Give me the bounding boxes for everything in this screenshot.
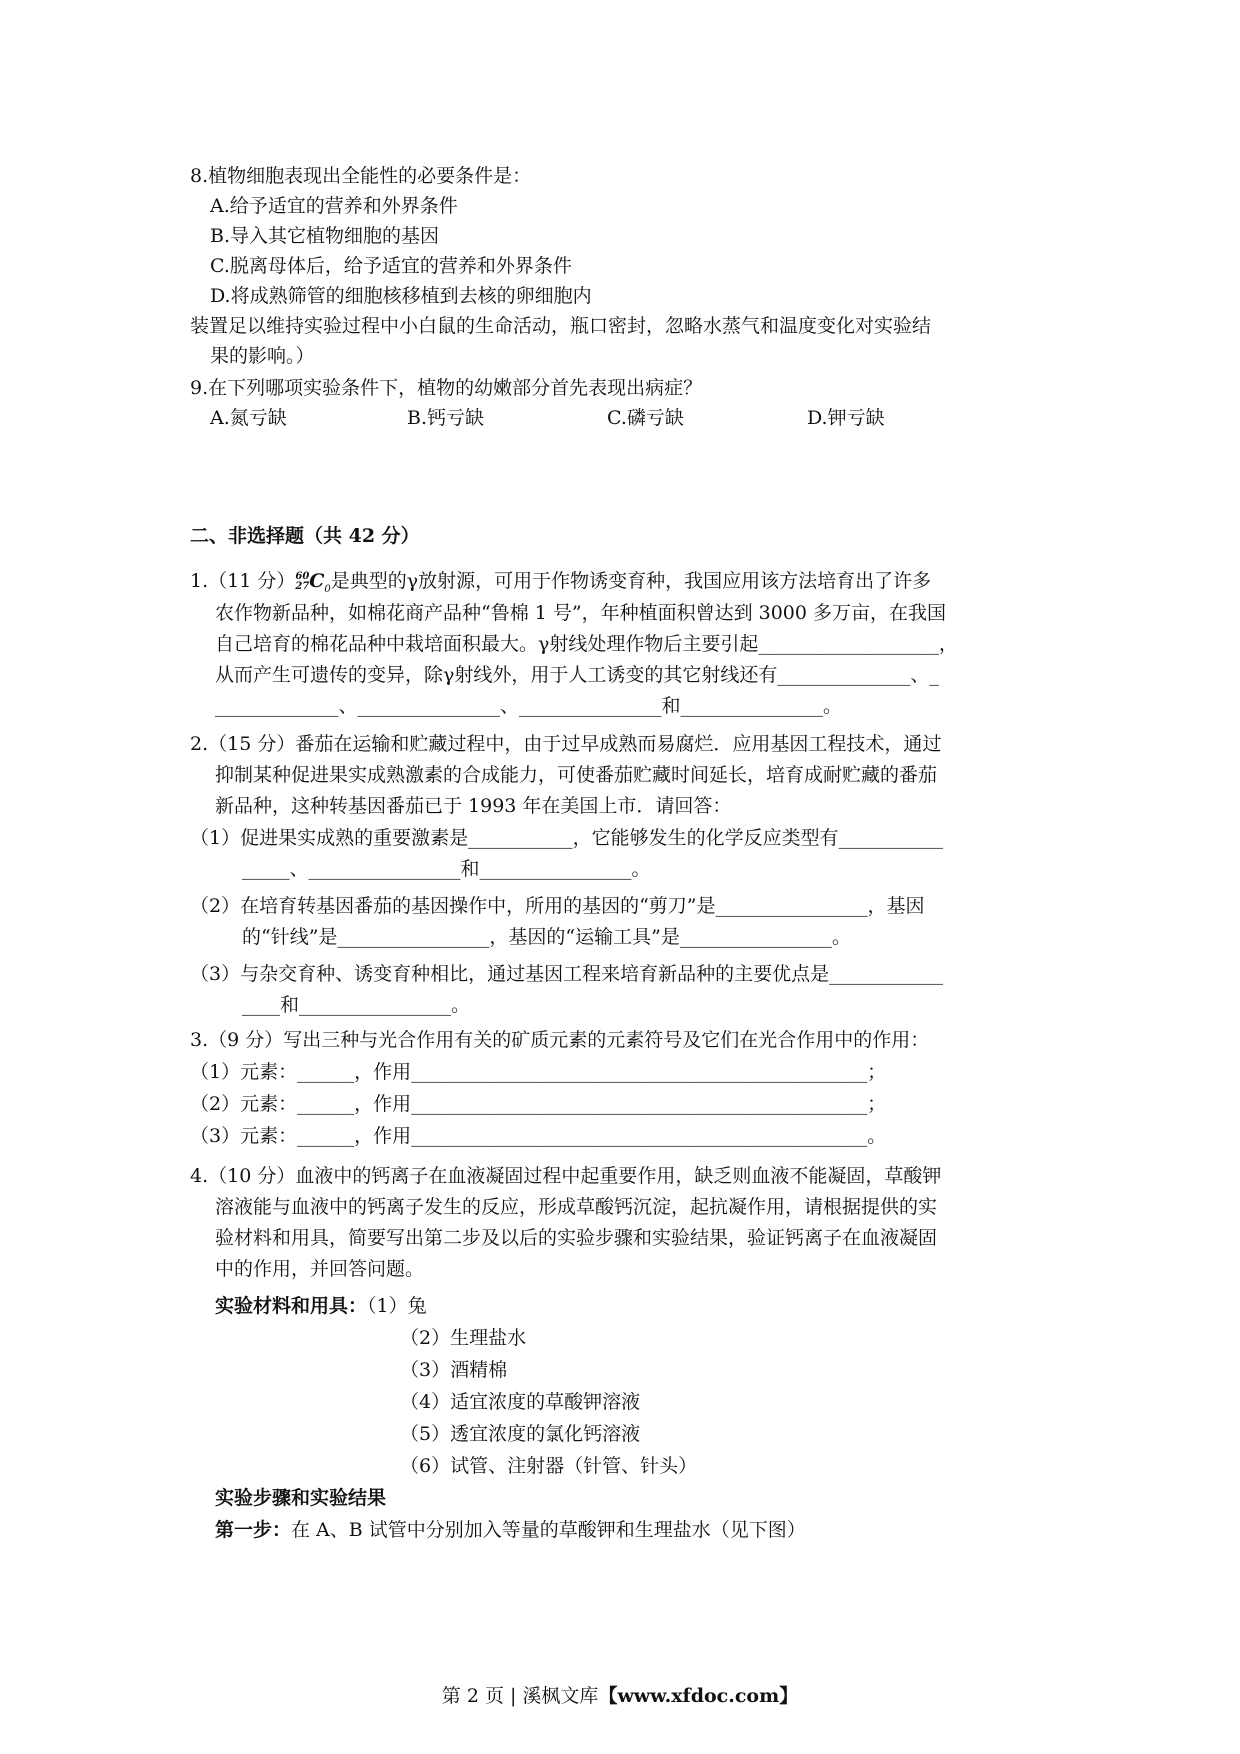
- section-heading: 二、非选择题（共 42 分）: [190, 525, 420, 547]
- q1-line-3: 自己培育的棉花品种中栽培面积最大。γ射线处理作物后主要引起___________________，: [215, 633, 958, 655]
- q2-sub2-line-1: （2）在培育转基因番茄的基因操作中，所用的基因的“剪刀”是________________，基因: [190, 895, 925, 917]
- q9-option-d: D.钾亏缺: [807, 407, 885, 429]
- q8-option-c: C.脱离母体后，给予适宜的营养和外界条件: [210, 255, 572, 277]
- materials-row-1: [215, 1290, 427, 1322]
- q9-option-b: B.钙亏缺: [407, 407, 485, 429]
- q2-sub3-line-2: ____和________________。: [242, 994, 471, 1016]
- q2-sub1-line-2: _____、________________和________________。: [242, 858, 651, 880]
- note-line-1: 装置足以维持实验过程中小白鼠的生命活动，瓶口密封，忽略水蒸气和温度变化对实验结: [190, 315, 932, 337]
- q4-line-1: 4.（10 分）血液中的钙离子在血液凝固过程中起重要作用，缺乏则血液不能凝固，草酸钾: [190, 1165, 942, 1187]
- q4-line-3: 验材料和用具，简要写出第二步及以后的实验步骤和实验结果，验证钙离子在血液凝固: [215, 1227, 938, 1249]
- isotope-mass-number: 60: [295, 571, 310, 582]
- isotope-subscript: 0: [324, 583, 331, 595]
- q1-prefix: 1.（11 分）: [190, 570, 296, 592]
- isotope-symbol: C: [309, 570, 325, 592]
- material-item-5: （5）透宜浓度的氯化钙溶液: [400, 1423, 641, 1445]
- q3-item-3: （3）元素：______，作用________________________________________________。: [190, 1125, 887, 1147]
- note-line-2: 果的影响。）: [210, 345, 315, 367]
- q8-stem: 8.植物细胞表现出全能性的必要条件是：: [190, 165, 532, 187]
- q2-sub2-line-2: 的“针线”是________________，基因的“运输工具”是________________。: [242, 926, 851, 948]
- material-item-3: （3）酒精棉: [400, 1359, 508, 1381]
- steps-heading: 实验步骤和实验结果: [215, 1487, 387, 1509]
- step-1: [215, 1514, 806, 1546]
- material-item-1: （1）兔: [367, 1295, 427, 1317]
- q9-stem: 9.在下列哪项实验条件下，植物的幼嫩部分首先表现出病症？: [190, 377, 703, 399]
- step-1-text: 在 A、B 试管中分别加入等量的草酸钾和生理盐水（见下图）: [291, 1519, 806, 1541]
- material-item-2: （2）生理盐水: [400, 1327, 527, 1349]
- q9-options: [210, 402, 1010, 434]
- materials-label: 实验材料和用具：: [215, 1295, 368, 1317]
- footer-url-link[interactable]: 【www.xfdoc.com】: [598, 1685, 799, 1707]
- q1-line-4: 从而产生可遗传的变异，除γ射线外，用于人工诱变的其它射线还有______________、_: [215, 664, 939, 686]
- q9-option-a: A.氮亏缺: [210, 407, 287, 429]
- q2-line-1: 2.（15 分）番茄在运输和贮藏过程中，由于过早成熟而易腐烂．应用基因工程技术，通过: [190, 733, 942, 755]
- material-item-4: （4）适宜浓度的草酸钾溶液: [400, 1391, 641, 1413]
- q4-line-4: 中的作用，并回答问题。: [215, 1258, 425, 1280]
- q1-line-2: 农作物新品种，如棉花商产品种“鲁棉 1 号”，年种植面积曾达到 3000 多万亩，在我国: [215, 602, 947, 624]
- q2-line-2: 抑制某种促进果实成熟激素的合成能力，可使番茄贮藏时间延长，培育成耐贮藏的番茄: [215, 764, 938, 786]
- q8-option-d: D.将成熟筛管的细胞核移植到去核的卵细胞内: [210, 285, 592, 307]
- page-footer: [0, 1680, 1240, 1712]
- q3-item-1: （1）元素：______，作用________________________________________________；: [190, 1061, 887, 1083]
- q4-line-2: 溶液能与血液中的钙离子发生的反应，形成草酸钙沉淀，起抗凝作用，请根据提供的实: [215, 1196, 938, 1218]
- material-item-6: （6）试管、注射器（针管、针头）: [400, 1455, 698, 1477]
- q8-option-a: A.给予适宜的营养和外界条件: [210, 195, 458, 217]
- step-1-label: 第一步：: [215, 1519, 292, 1541]
- q2-sub3-line-1: （3）与杂交育种、诱变育种相比，通过基因工程来培育新品种的主要优点是____________: [190, 963, 944, 985]
- q3-item-2: （2）元素：______，作用________________________________________________；: [190, 1093, 887, 1115]
- q2-sub1-line-1: （1）促进果实成熟的重要激素是___________，它能够发生的化学反应类型有___________: [190, 827, 944, 849]
- cobalt-isotope: [295, 570, 331, 595]
- q2-line-3: 新品种，这种转基因番茄已于 1993 年在美国上市．请回答：: [215, 795, 732, 817]
- q3-stem: 3.（9 分）写出三种与光合作用有关的矿质元素的元素符号及它们在光合作用中的作用：: [190, 1029, 930, 1051]
- q8-option-b: B.导入其它植物细胞的基因: [210, 225, 440, 247]
- q1-line-5: _____________、_______________、_______________和_______________。: [215, 695, 843, 717]
- isotope-atomic-number: 27: [295, 581, 310, 592]
- footer-page-text: 第 2 页 | 溪枫文库: [441, 1685, 599, 1707]
- q9-option-c: C.磷亏缺: [607, 407, 684, 429]
- q1-line-1-rest: 是典型的γ放射源，可用于作物诱变育种，我国应用该方法培育出了许多: [330, 570, 932, 592]
